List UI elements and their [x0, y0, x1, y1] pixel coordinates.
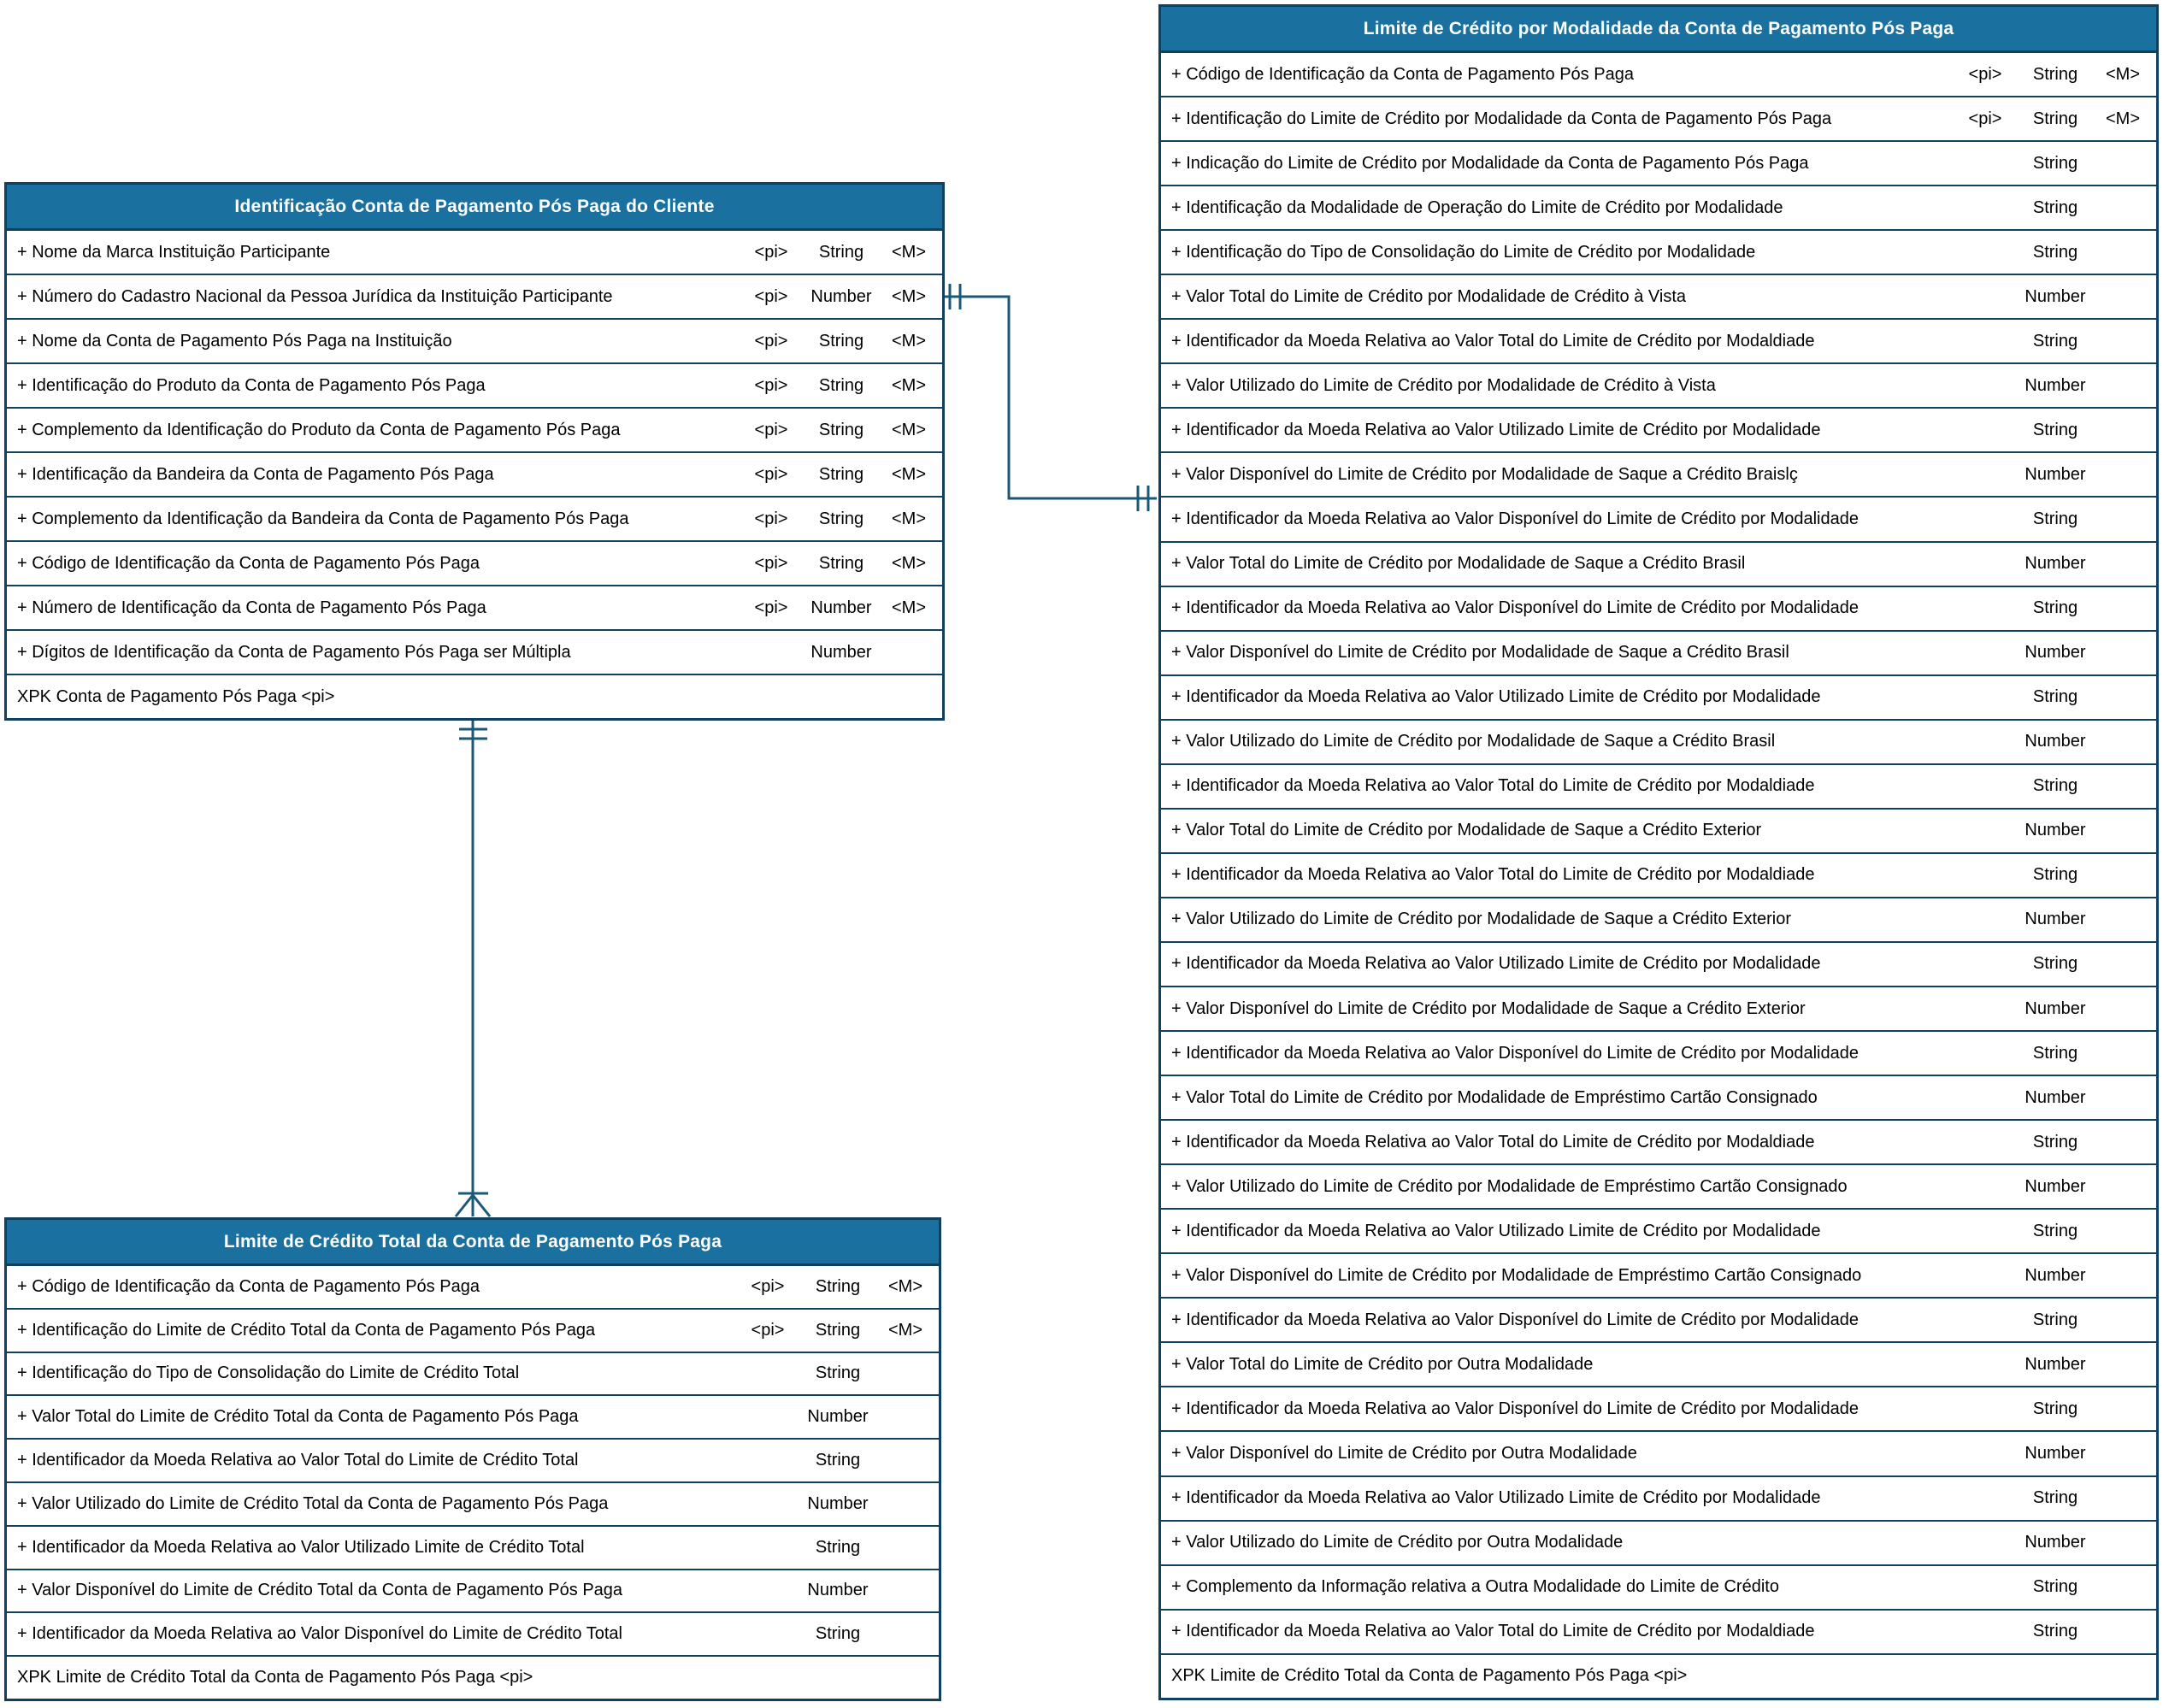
- attribute-row: [7, 451, 942, 496]
- attribute-name: + Identificador da Moeda Relativa ao Valor Total do Limite de Crédito Total: [17, 1451, 579, 1470]
- attribute-row: [1161, 1163, 2156, 1208]
- attribute-row: [1161, 586, 2156, 630]
- attribute-name: + Identificação da Modalidade de Operação do Limite de Crédito por Modalidade: [1171, 197, 1783, 217]
- attribute-mandatory-flag: <M>: [891, 464, 927, 484]
- attribute-mandatory-flag: <M>: [891, 509, 927, 528]
- attribute-type: Number: [2024, 1443, 2086, 1463]
- attribute-type: Number: [2024, 554, 2086, 574]
- attribute-name: + Dígitos de Identificação da Conta de Pagamento Pós Paga ser Múltipla: [17, 642, 571, 662]
- attribute-pi-flag: <pi>: [1968, 64, 2002, 84]
- attribute-mandatory-flag: <M>: [891, 286, 927, 306]
- attribute-name: + Identificador da Moeda Relativa ao Valor Total do Limite de Crédito por Modaldiade: [1171, 331, 1815, 350]
- attribute-name: + Identificador da Moeda Relativa ao Valor Disponível do Limite de Crédito por Modalidade: [1171, 1310, 1859, 1329]
- attribute-row: [1161, 941, 2156, 986]
- attribute-type: String: [2032, 1310, 2078, 1329]
- attribute-row: [1161, 229, 2156, 274]
- attribute-name: + Identificador da Moeda Relativa ao Valor Utilizado Limite de Crédito por Modalidade: [1171, 1488, 1821, 1508]
- attribute-name: + Valor Total do Limite de Crédito Total da Conta de Pagamento Pós Paga: [17, 1407, 579, 1427]
- attribute-mandatory-flag: <M>: [891, 331, 927, 350]
- attribute-type: String: [2032, 598, 2078, 618]
- attribute-name: + Identificação do Tipo de Consolidação do Limite de Crédito por Modalidade: [1171, 242, 1756, 262]
- attribute-type: String: [818, 331, 864, 350]
- attribute-type: String: [2032, 954, 2078, 974]
- attribute-pi-flag: <pi>: [751, 1320, 785, 1340]
- attribute-row: [1161, 986, 2156, 1030]
- attribute-name: + Valor Utilizado do Limite de Crédito por Modalidade de Crédito à Vista: [1171, 375, 1716, 395]
- attribute-name: + Identificador da Moeda Relativa ao Valor Disponível do Limite de Crédito por Modalidade: [1171, 1399, 1859, 1418]
- attribute-pi-flag: <pi>: [754, 464, 788, 484]
- attribute-type: String: [815, 1624, 861, 1644]
- attribute-row: [1161, 1609, 2156, 1653]
- attribute-name: + Identificador da Moeda Relativa ao Valor Total do Limite de Crédito por Modaldiade: [1171, 1622, 1815, 1641]
- attribute-type: String: [2032, 1577, 2078, 1597]
- attribute-row: [1161, 719, 2156, 763]
- attribute-mandatory-flag: <M>: [891, 375, 927, 395]
- attribute-name: + Valor Utilizado do Limite de Crédito por Modalidade de Saque a Crédito Exterior: [1171, 910, 1792, 929]
- attribute-type: String: [2032, 331, 2078, 350]
- attribute-name: + Código de Identificação da Conta de Pagamento Pós Paga: [17, 553, 480, 573]
- attribute-type: String: [2032, 1043, 2078, 1063]
- attribute-name: + Identificação do Tipo de Consolidação do Limite de Crédito Total: [17, 1363, 520, 1383]
- attribute-row: [1161, 1653, 2156, 1698]
- attribute-row: [1161, 1075, 2156, 1119]
- attribute-row: [1161, 1030, 2156, 1075]
- attribute-name: + Identificação da Bandeira da Conta de Pagamento Pós Paga: [17, 464, 494, 484]
- attribute-mandatory-flag: <M>: [891, 598, 927, 617]
- attribute-type: String: [2032, 242, 2078, 262]
- attribute-type: String: [818, 375, 864, 395]
- attribute-name: + Valor Disponível do Limite de Crédito por Modalidade de Saque a Crédito Braislç: [1171, 464, 1798, 484]
- attribute-type: String: [818, 509, 864, 528]
- attribute-row: [7, 318, 942, 362]
- attribute-name: + Código de Identificação da Conta de Pagamento Pós Paga: [17, 1276, 480, 1296]
- attribute-type: Number: [810, 642, 872, 662]
- attribute-row: [1161, 852, 2156, 897]
- attribute-type: String: [2032, 776, 2078, 796]
- connector-path: [945, 297, 1157, 498]
- attribute-row: [7, 1611, 939, 1655]
- entity-attribute-list: [7, 1266, 939, 1699]
- attribute-type: Number: [2024, 732, 2086, 751]
- attribute-row: [1161, 674, 2156, 719]
- attribute-type: String: [2032, 1132, 2078, 1151]
- attribute-type: Number: [2024, 643, 2086, 663]
- attribute-type: String: [818, 464, 864, 484]
- attribute-name: + Valor Total do Limite de Crédito por Modalidade de Empréstimo Cartão Consignado: [1171, 1087, 1818, 1107]
- attribute-type: String: [2032, 687, 2078, 707]
- attribute-row: [1161, 897, 2156, 941]
- attribute-name: + Valor Utilizado do Limite de Crédito por Outra Modalidade: [1171, 1533, 1624, 1552]
- attribute-name: + Identificador da Moeda Relativa ao Valor Total do Limite de Crédito por Modaldiade: [1171, 865, 1815, 885]
- attribute-row: [1161, 1119, 2156, 1163]
- attribute-row: [7, 1394, 939, 1438]
- attribute-name: + Valor Total do Limite de Crédito por Modalidade de Saque a Crédito Brasil: [1171, 554, 1746, 574]
- entity-title: Identificação Conta de Pagamento Pós Paga do Cliente: [7, 185, 942, 231]
- attribute-pi-flag: <pi>: [751, 1276, 785, 1296]
- entity-title: Limite de Crédito Total da Conta de Pagamento Pós Paga: [7, 1220, 939, 1266]
- attribute-type: String: [818, 420, 864, 439]
- attribute-type: String: [2032, 197, 2078, 217]
- attribute-type: String: [818, 242, 864, 262]
- attribute-type: String: [2032, 865, 2078, 885]
- attribute-row: [1161, 1520, 2156, 1564]
- attribute-type: Number: [2024, 464, 2086, 484]
- attribute-row: [1161, 318, 2156, 362]
- attribute-pi-flag: <pi>: [1968, 109, 2002, 128]
- attribute-name: + Identificador da Moeda Relativa ao Valor Utilizado Limite de Crédito por Modalidade: [1171, 954, 1821, 974]
- attribute-row: [1161, 53, 2156, 96]
- attribute-pi-flag: <pi>: [754, 331, 788, 350]
- attribute-row: [1161, 1475, 2156, 1520]
- attribute-name: + Identificador da Moeda Relativa ao Valor Total do Limite de Crédito por Modaldiade: [1171, 1132, 1815, 1151]
- entity-table-modality-credit-limit: [1158, 4, 2159, 1700]
- attribute-type: String: [815, 1363, 861, 1383]
- attribute-name: + Valor Total do Limite de Crédito por Modalidade de Saque a Crédito Exterior: [1171, 821, 1762, 840]
- attribute-type: String: [2032, 1399, 2078, 1418]
- attribute-type: String: [2032, 1221, 2078, 1240]
- entity-table-total-credit-limit: [4, 1217, 941, 1701]
- attribute-name: + Identificador da Moeda Relativa ao Valor Utilizado Limite de Crédito por Modalidade: [1171, 687, 1821, 707]
- attribute-name: + Identificador da Moeda Relativa ao Valor Disponível do Limite de Crédito Total: [17, 1624, 622, 1644]
- attribute-pi-flag: <pi>: [754, 286, 788, 306]
- attribute-mandatory-flag: <M>: [891, 553, 927, 573]
- attribute-type: Number: [2024, 998, 2086, 1018]
- attribute-name: + Número de Identificação da Conta de Pagamento Pós Paga: [17, 598, 486, 617]
- attribute-type: String: [2032, 1622, 2078, 1641]
- attribute-name: + Identificação do Produto da Conta de Pagamento Pós Paga: [17, 375, 486, 395]
- attribute-row: [1161, 1252, 2156, 1297]
- entity-attribute-list: [1161, 53, 2156, 1698]
- attribute-type: Number: [2024, 1265, 2086, 1285]
- attribute-row: [1161, 1430, 2156, 1475]
- attribute-row: [1161, 140, 2156, 185]
- attribute-row: [7, 1481, 939, 1525]
- attribute-pi-flag: <pi>: [754, 509, 788, 528]
- attribute-type: String: [815, 1276, 861, 1296]
- attribute-row: [7, 1525, 939, 1569]
- attribute-name: + Identificador da Moeda Relativa ao Valor Total do Limite de Crédito por Modaldiade: [1171, 776, 1815, 796]
- attribute-name: + Valor Utilizado do Limite de Crédito por Modalidade de Empréstimo Cartão Consignado: [1171, 1176, 1848, 1196]
- attribute-name: + Nome da Marca Instituição Participante: [17, 242, 331, 262]
- attribute-row: [7, 496, 942, 540]
- attribute-type: Number: [2024, 286, 2086, 306]
- attribute-pi-flag: <pi>: [754, 242, 788, 262]
- relationship-client-total: [456, 721, 490, 1216]
- attribute-row: [7, 585, 942, 629]
- attribute-row: [7, 1569, 939, 1612]
- attribute-name: + Valor Disponível do Limite de Crédito por Modalidade de Empréstimo Cartão Consignado: [1171, 1265, 1862, 1285]
- attribute-type: String: [2032, 509, 2078, 528]
- attribute-row: [1161, 808, 2156, 852]
- attribute-row: [1161, 496, 2156, 540]
- attribute-name: + Valor Utilizado do Limite de Crédito Total da Conta de Pagamento Pós Paga: [17, 1493, 609, 1513]
- attribute-row: [7, 362, 942, 407]
- attribute-name: + Valor Total do Limite de Crédito por Modalidade de Crédito à Vista: [1171, 286, 1687, 306]
- relationship-client-modality: [945, 284, 1157, 511]
- attribute-type: Number: [2024, 375, 2086, 395]
- attribute-row: [7, 1308, 939, 1352]
- attribute-type: Number: [810, 286, 872, 306]
- attribute-mandatory-flag: <M>: [887, 1320, 923, 1340]
- attribute-name: + Identificador da Moeda Relativa ao Valor Disponível do Limite de Crédito por Modalidade: [1171, 509, 1859, 528]
- attribute-type: Number: [2024, 821, 2086, 840]
- attribute-name: + Identificador da Moeda Relativa ao Valor Disponível do Limite de Crédito por Modalidade: [1171, 598, 1859, 618]
- attribute-type: Number: [2024, 1087, 2086, 1107]
- attribute-name: + Complemento da Identificação do Produto da Conta de Pagamento Pós Paga: [17, 420, 621, 439]
- attribute-row: [7, 274, 942, 318]
- attribute-mandatory-flag: <M>: [887, 1276, 923, 1296]
- attribute-mandatory-flag: <M>: [2105, 64, 2141, 84]
- attribute-type: String: [2032, 1488, 2078, 1508]
- attribute-type: Number: [810, 598, 872, 617]
- crowfoot-icon: [456, 1195, 473, 1216]
- attribute-row: [1161, 1341, 2156, 1386]
- attribute-type: String: [815, 1320, 861, 1340]
- attribute-name: XPK Limite de Crédito Total da Conta de Pagamento Pós Paga <pi>: [1171, 1666, 1688, 1686]
- attribute-name: + Valor Total do Limite de Crédito por Outra Modalidade: [1171, 1354, 1594, 1374]
- attribute-name: + Indicação do Limite de Crédito por Modalidade da Conta de Pagamento Pós Paga: [1171, 153, 1809, 173]
- attribute-row: [7, 629, 942, 674]
- attribute-name: + Nome da Conta de Pagamento Pós Paga na Instituição: [17, 331, 452, 350]
- attribute-type: String: [2032, 420, 2078, 439]
- attribute-row: [7, 1438, 939, 1481]
- attribute-type: String: [815, 1537, 861, 1557]
- attribute-pi-flag: <pi>: [754, 598, 788, 617]
- attribute-row: [7, 407, 942, 451]
- attribute-name: + Identificador da Moeda Relativa ao Valor Utilizado Limite de Crédito por Modalidade: [1171, 420, 1821, 439]
- attribute-name: + Valor Disponível do Limite de Crédito por Outra Modalidade: [1171, 1443, 1637, 1463]
- attribute-name: + Identificador da Moeda Relativa ao Valor Utilizado Limite de Crédito Total: [17, 1537, 585, 1557]
- attribute-row: [7, 1266, 939, 1308]
- attribute-name: XPK Limite de Crédito Total da Conta de Pagamento Pós Paga <pi>: [17, 1668, 533, 1687]
- attribute-pi-flag: <pi>: [754, 553, 788, 573]
- attribute-row: [1161, 451, 2156, 496]
- attribute-row: [7, 674, 942, 718]
- attribute-row: [1161, 1297, 2156, 1341]
- attribute-name: + Identificador da Moeda Relativa ao Valor Disponível do Limite de Crédito por Modalidade: [1171, 1043, 1859, 1063]
- attribute-name: + Valor Disponível do Limite de Crédito por Modalidade de Saque a Crédito Exterior: [1171, 998, 1806, 1018]
- attribute-row: [1161, 541, 2156, 586]
- attribute-type: Number: [807, 1581, 869, 1600]
- attribute-type: Number: [2024, 1176, 2086, 1196]
- attribute-name: + Complemento da Informação relativa a Outra Modalidade do Limite de Crédito: [1171, 1577, 1779, 1597]
- attribute-name: + Valor Disponível do Limite de Crédito Total da Conta de Pagamento Pós Paga: [17, 1581, 623, 1600]
- attribute-type: String: [818, 553, 864, 573]
- entity-title: Limite de Crédito por Modalidade da Conta de Pagamento Pós Paga: [1161, 7, 2156, 53]
- attribute-row: [7, 540, 942, 585]
- attribute-row: [1161, 763, 2156, 808]
- attribute-type: String: [815, 1451, 861, 1470]
- attribute-row: [7, 231, 942, 274]
- attribute-row: [1161, 362, 2156, 407]
- attribute-type: Number: [2024, 1533, 2086, 1552]
- attribute-type: Number: [807, 1407, 869, 1427]
- attribute-row: [1161, 1208, 2156, 1252]
- attribute-name: + Valor Disponível do Limite de Crédito por Modalidade de Saque a Crédito Brasil: [1171, 643, 1789, 663]
- attribute-type: String: [2032, 109, 2078, 128]
- attribute-pi-flag: <pi>: [754, 420, 788, 439]
- attribute-mandatory-flag: <M>: [891, 242, 927, 262]
- attribute-row: [1161, 96, 2156, 140]
- attribute-row: [7, 1352, 939, 1395]
- attribute-type: Number: [2024, 1354, 2086, 1374]
- attribute-mandatory-flag: <M>: [2105, 109, 2141, 128]
- attribute-name: + Identificador da Moeda Relativa ao Valor Utilizado Limite de Crédito por Modalidade: [1171, 1221, 1821, 1240]
- attribute-row: [1161, 1564, 2156, 1609]
- entity-table-client-identification: [4, 182, 945, 721]
- attribute-name: XPK Conta de Pagamento Pós Paga <pi>: [17, 686, 335, 706]
- attribute-row: [1161, 407, 2156, 451]
- attribute-name: + Complemento da Identificação da Bandeira da Conta de Pagamento Pós Paga: [17, 509, 629, 528]
- attribute-type: String: [2032, 153, 2078, 173]
- attribute-type: Number: [807, 1493, 869, 1513]
- attribute-name: + Valor Utilizado do Limite de Crédito por Modalidade de Saque a Crédito Brasil: [1171, 732, 1776, 751]
- entity-attribute-list: [7, 231, 942, 718]
- attribute-row: [1161, 630, 2156, 674]
- attribute-name: + Identificação do Limite de Crédito Total da Conta de Pagamento Pós Paga: [17, 1320, 596, 1340]
- attribute-type: Number: [2024, 910, 2086, 929]
- attribute-row: [1161, 185, 2156, 229]
- attribute-name: + Código de Identificação da Conta de Pagamento Pós Paga: [1171, 64, 1634, 84]
- attribute-name: + Identificação do Limite de Crédito por Modalidade da Conta de Pagamento Pós Paga: [1171, 109, 1832, 128]
- attribute-name: + Número do Cadastro Nacional da Pessoa Jurídica da Instituição Participante: [17, 286, 613, 306]
- attribute-mandatory-flag: <M>: [891, 420, 927, 439]
- attribute-type: String: [2032, 64, 2078, 84]
- attribute-pi-flag: <pi>: [754, 375, 788, 395]
- attribute-row: [7, 1655, 939, 1699]
- attribute-row: [1161, 274, 2156, 318]
- crowfoot-icon: [473, 1195, 490, 1216]
- attribute-row: [1161, 1386, 2156, 1430]
